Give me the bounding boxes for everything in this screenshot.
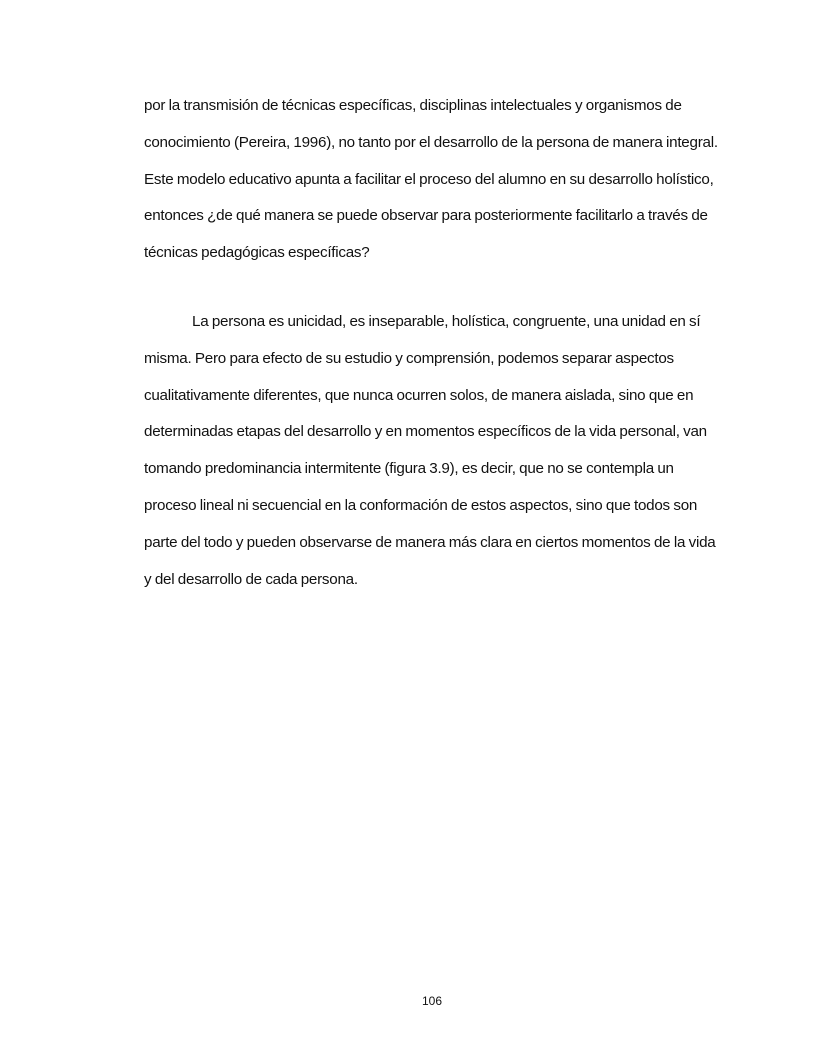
paragraph-line: proceso lineal ni secuencial en la conformación de estos aspectos, sino que todos son: [144, 497, 698, 514]
paragraph-line: misma. Pero para efecto de su estudio y comprensión, podemos separar aspectos: [144, 350, 674, 367]
paragraph-line: entonces ¿de qué manera se puede observar para posteriormente facilitarlo a través de: [144, 207, 708, 224]
paragraph-line: por la transmisión de técnicas específicas, disciplinas intelectuales y organismos de: [144, 97, 682, 114]
page-number: 106: [421, 994, 443, 1008]
paragraph-line: La persona es unicidad, es inseparable, holística, congruente, una unidad en sí: [192, 313, 701, 330]
paragraph-line: parte del todo y pueden observarse de manera más clara en ciertos momentos de la vida: [144, 534, 716, 551]
paragraph-line: determinadas etapas del desarrollo y en momentos específicos de la vida personal, van: [144, 423, 707, 440]
paragraph-line: tomando predominancia intermitente (figura 3.9), es decir, que no se contempla un: [144, 460, 674, 477]
paragraph-line: Este modelo educativo apunta a facilitar el proceso del alumno en su desarrollo holístico,: [144, 171, 714, 188]
paragraph-line: y del desarrollo de cada persona.: [144, 571, 358, 588]
paragraph-line: técnicas pedagógicas específicas?: [144, 244, 370, 261]
paragraph-line: cualitativamente diferentes, que nunca ocurren solos, de manera aislada, sino que en: [144, 387, 694, 404]
paragraph-line: conocimiento (Pereira, 1996), no tanto por el desarrollo de la persona de manera integral.: [144, 134, 718, 151]
